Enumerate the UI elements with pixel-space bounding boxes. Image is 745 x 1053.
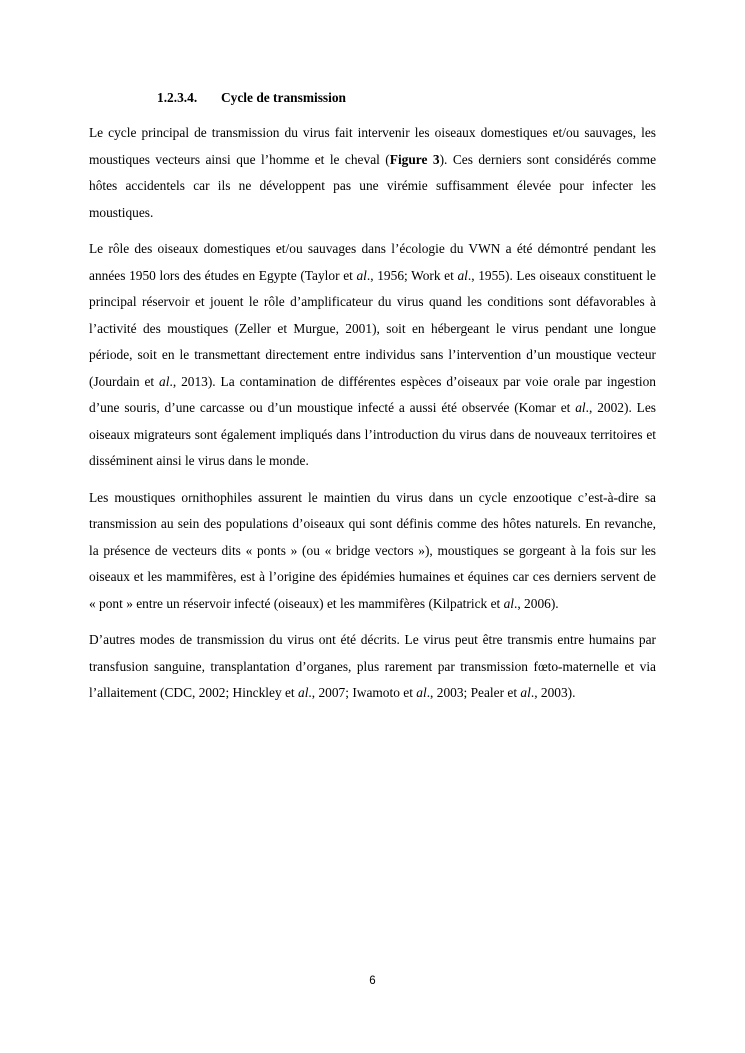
- citation-al: al: [356, 267, 367, 283]
- citation-al: al: [416, 685, 427, 700]
- text-run: ., 2007; Iwamoto et: [308, 685, 417, 700]
- citation-al: al: [457, 267, 468, 283]
- citation-al: al: [520, 685, 531, 700]
- paragraph-role-oiseaux: [89, 236, 656, 475]
- text-run: ., 2006).: [514, 595, 559, 611]
- text-run: ., 2013). La contamination de différentes espèces d’oiseaux par voie orale par ingestion d’une souris, d’une carcasse ou d’un moustique infecté a aussi été observée (Komar et: [89, 373, 656, 415]
- citation-al: al: [575, 400, 586, 415]
- paragraph-moustiques-ornithophiles: [89, 485, 656, 618]
- text-run: Les moustiques ornithophiles assurent le maintien du virus dans un cycle enzootique c’est-à-dire sa transmission au sein des populations d’oiseaux qui sont définis comme des hôtes naturels. En revanche, la présence de vecteurs dits « ponts » (ou « bridge vectors »), moustiques se gorgeant à la fois sur les oiseaux et les mammifères, est à l’origine des épidémies humaines et équines car ces derniers servent de « pont » entre un réservoir infecté (oiseaux) et les mammifères (Kilpatrick et: [89, 489, 656, 611]
- figure-reference: Figure 3: [389, 151, 440, 167]
- text-run: ). Ces derniers sont considérés comme hôtes accidentels car ils ne développent pas une virémie suffisamment élevée pour infecter les moustiques.: [89, 151, 657, 220]
- citation-al: al: [159, 373, 170, 389]
- citation-al: al: [503, 595, 515, 611]
- text-run: ., 2003; Pealer et: [426, 685, 521, 700]
- text-run: ., 2003).: [530, 685, 576, 700]
- text-run: D’autres modes de transmission du virus ont été décrits. Le virus peut être transmis entre humains par transfusion sanguine, transplantation d’organes, plus rarement par transmission fœto-maternelle et via l’allaitement (CDC, 2002; Hinckley et: [89, 632, 656, 700]
- text-run: ., 2002). Les oiseaux migrateurs sont également impliqués dans l’introduction du virus dans de nouveaux territoires et disséminent ainsi le virus dans le monde.: [89, 400, 656, 468]
- paragraph-cycle-principal: [89, 120, 656, 226]
- text-run: ., 1956; Work et: [366, 267, 458, 283]
- page-number: 6: [369, 975, 376, 987]
- text-run: Le rôle des oiseaux domestiques et/ou sauvages dans l’écologie du VWN a été démontré pendant les années 1950 lors des études en Egypte (Taylor et: [89, 241, 656, 283]
- citation-al: al: [298, 685, 309, 700]
- section-title: Cycle de transmission: [221, 90, 346, 105]
- text-run: Le cycle principal de transmission du virus fait intervenir les oiseaux domestiques et/ou sauvages, les moustiques vecteurs ainsi que l’homme et le cheval (: [89, 125, 656, 167]
- section-heading: [157, 90, 346, 106]
- text-run: ., 1955). Les oiseaux constituent le principal réservoir et jouent le rôle d’amplificateur du virus quand les conditions sont défavorables à l’activité des moustiques (Zeller et Murgue, 2001), soit en hébergeant le virus pendant une longue période, soit en le transmettant directement entre individus sans l’intervention d’un moustique vecteur (Jourdain et: [89, 267, 656, 389]
- paragraph-autres-modes: [89, 627, 656, 707]
- section-number: 1.2.3.4.: [157, 90, 198, 105]
- body-text: [89, 120, 656, 717]
